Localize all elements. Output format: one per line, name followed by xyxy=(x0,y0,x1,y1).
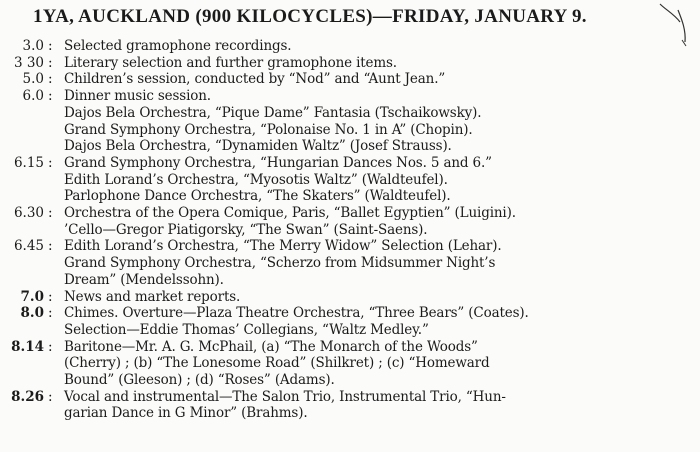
entry-line: Grand Symphony Orchestra, “Scherzo from Midsummer Night’s xyxy=(64,255,496,272)
entry-time: 3 30 xyxy=(13,54,44,71)
entry-line: Dajos Bela Orchestra, “Pique Dame” Fantasia (Tschaikowsky). xyxy=(64,104,482,121)
programme-list xyxy=(0,38,700,422)
entry-line: Bound” (Gleeson) ; (d) “Roses” (Adams). xyxy=(64,372,335,389)
programme-entry xyxy=(0,71,700,88)
entry-colon: : xyxy=(48,388,53,405)
entry-colon: : xyxy=(48,288,53,305)
programme-entry xyxy=(0,55,700,72)
entry-body xyxy=(64,305,696,338)
entry-line: Dinner music session. xyxy=(64,88,211,105)
entry-line: Dream” (Mendelssohn). xyxy=(64,271,224,288)
programme-entry xyxy=(0,38,700,55)
entry-body xyxy=(64,155,696,205)
entry-colon: : xyxy=(48,338,53,355)
entry-line: Dajos Bela Orchestra, “Dynamiden Waltz” (Josef Strauss). xyxy=(64,138,452,155)
entry-line: Children’s session, conducted by “Nod” and “Aunt Jean.” xyxy=(64,71,446,88)
entry-colon: : xyxy=(48,238,53,255)
entry-colon: : xyxy=(48,154,53,171)
entry-body xyxy=(64,289,696,306)
entry-time: 8.14 xyxy=(11,338,44,355)
entry-time: 8.26 xyxy=(11,388,44,405)
entry-time: 5.0 xyxy=(22,71,44,88)
programme-entry xyxy=(0,389,700,422)
entry-body xyxy=(64,38,696,55)
entry-time: 8.0 xyxy=(20,305,44,322)
entry-line: Edith Lorand’s Orchestra, “The Merry Widow” Selection (Lehar). xyxy=(64,238,502,255)
entry-line: Edith Lorand’s Orchestra, “Myosotis Waltz” (Waldteufel). xyxy=(64,171,448,188)
entry-line: Grand Symphony Orchestra, “Polonaise No. 1 in A” (Chopin). xyxy=(64,121,473,138)
entry-colon: : xyxy=(48,205,53,222)
programme-entry xyxy=(0,155,700,205)
programme-entry xyxy=(0,339,700,389)
entry-body xyxy=(64,88,696,155)
entry-body xyxy=(64,205,696,238)
entry-colon: : xyxy=(48,54,53,71)
programme-entry xyxy=(0,88,700,155)
entry-line: Grand Symphony Orchestra, “Hungarian Dances Nos. 5 and 6.” xyxy=(64,154,492,171)
programme-entry xyxy=(0,289,700,306)
entry-line: garian Dance in G Minor” (Brahms). xyxy=(64,405,308,422)
entry-time: 6.0 xyxy=(22,88,44,105)
programme-entry xyxy=(0,305,700,338)
entry-line: ’Cello—Gregor Piatigorsky, “The Swan” (Saint-Saens). xyxy=(64,221,428,238)
entry-body xyxy=(64,238,696,288)
entry-colon: : xyxy=(48,305,53,322)
entry-line: Vocal and instrumental—The Salon Trio, Instrumental Trio, “Hun- xyxy=(64,388,506,405)
entry-body xyxy=(64,389,696,422)
programme-entry xyxy=(0,205,700,238)
entry-line: Orchestra of the Opera Comique, Paris, “Ballet Egyptien” (Luigini). xyxy=(64,205,516,222)
entry-time: 6.15 xyxy=(13,154,44,171)
entry-line: Chimes. Overture—Plaza Theatre Orchestra, “Three Bears” (Coates). xyxy=(64,305,529,322)
entry-body xyxy=(64,55,696,72)
entry-time: 6.45 xyxy=(13,238,44,255)
entry-body xyxy=(64,71,696,88)
entry-line: News and market reports. xyxy=(64,288,241,305)
programme-entry xyxy=(0,238,700,288)
station-heading: 1YA, AUCKLAND (900 KILOCYCLES)—FRIDAY, JANUARY 9. xyxy=(33,6,587,27)
entry-colon: : xyxy=(48,71,53,88)
entry-line: Literary selection and further gramophone items. xyxy=(64,54,397,71)
entry-line: Parlophone Dance Orchestra, “The Skaters” (Waldteufel). xyxy=(64,188,451,205)
entry-line: (Cherry) ; (b) “The Lonesome Road” (Shilkret) ; (c) “Homeward xyxy=(64,355,490,372)
entry-colon: : xyxy=(48,38,53,54)
entry-line: Baritone—Mr. A. G. McPhail, (a) “The Monarch of the Woods” xyxy=(64,338,478,355)
entry-line: Selection—Eddie Thomas’ Collegians, “Waltz Medley.” xyxy=(64,321,429,338)
entry-line: Selected gramophone recordings. xyxy=(64,38,292,54)
entry-body xyxy=(64,339,696,389)
entry-time: 3.0 xyxy=(22,38,44,54)
entry-colon: : xyxy=(48,88,53,105)
entry-time: 6.30 xyxy=(13,205,44,222)
entry-time: 7.0 xyxy=(20,288,44,305)
